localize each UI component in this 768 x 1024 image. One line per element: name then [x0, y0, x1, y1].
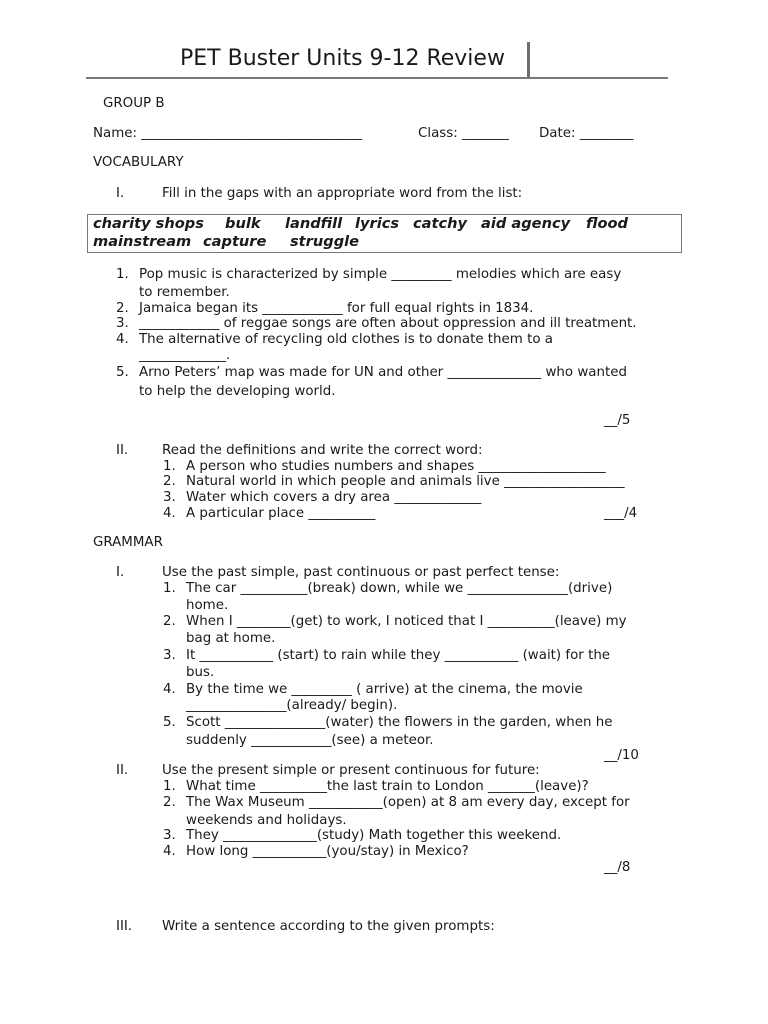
word-item: aid agency: [481, 215, 571, 232]
question-text: The Wax Museum ___________(open) at 8 am every day, except for: [186, 795, 630, 810]
word-item: landfill: [285, 215, 343, 232]
question-text: home.: [186, 598, 229, 613]
item-number: 3.: [163, 648, 176, 663]
word-item: charity shops: [93, 215, 204, 232]
part-instruction: Use the present simple or present continuous for future:: [162, 763, 540, 778]
question-text: When I ________(get) to work, I noticed that I __________(leave) my: [186, 614, 627, 629]
item-number: 1.: [163, 779, 176, 794]
question-text: suddenly ____________(see) a meteor.: [186, 733, 434, 748]
question-text: bag at home.: [186, 631, 276, 646]
part-instruction: Read the definitions and write the correct word:: [162, 443, 483, 458]
question-text: How long ___________(you/stay) in Mexico?: [186, 844, 469, 859]
name-field[interactable]: Name: _________________________________: [93, 126, 363, 141]
item-number: 4.: [163, 682, 176, 697]
part-numeral: II.: [116, 443, 129, 458]
part-numeral: II.: [116, 763, 129, 778]
word-list-box: [87, 214, 682, 253]
question-text: to help the developing world.: [139, 384, 336, 399]
question-text: _______________(already/ begin).: [186, 698, 398, 713]
item-number: 2.: [163, 474, 176, 489]
item-number: 4.: [163, 844, 176, 859]
question-text: By the time we _________ ( arrive) at the cinema, the movie: [186, 682, 583, 697]
item-number: 2.: [116, 301, 129, 316]
part-instruction: Write a sentence according to the given prompts:: [162, 919, 495, 934]
item-number: 1.: [163, 581, 176, 596]
item-number: 3.: [116, 316, 129, 331]
score-field: __/5: [604, 413, 631, 428]
definition-text: A person who studies numbers and shapes ___________________: [186, 459, 606, 474]
question-text: _____________.: [139, 348, 231, 363]
definition-text: A particular place __________: [186, 506, 376, 521]
word-item: lyrics: [355, 215, 400, 232]
part-numeral: I.: [116, 565, 125, 580]
question-text: They ______________(study) Math together this weekend.: [186, 828, 562, 843]
word-item: mainstream: [93, 233, 192, 250]
question-text: What time __________the last train to London _______(leave)?: [186, 779, 589, 794]
class-field[interactable]: Class: _______: [418, 126, 509, 141]
question-text: Scott _______________(water) the flowers in the garden, when he: [186, 715, 613, 730]
question-text: to remember.: [139, 285, 230, 300]
section-heading-vocabulary: VOCABULARY: [93, 155, 184, 170]
definition-text: Water which covers a dry area _____________: [186, 490, 482, 505]
question-text: bus.: [186, 665, 215, 680]
page-title: PET Buster Units 9-12 Review: [180, 46, 505, 71]
score-field: __/10: [604, 748, 639, 763]
question-text: ____________ of reggae songs are often about oppression and ill treatment.: [139, 316, 637, 331]
item-number: 4.: [163, 506, 176, 521]
date-field[interactable]: Date: ________: [539, 126, 634, 141]
part-instruction: Fill in the gaps with an appropriate word from the list:: [162, 186, 523, 201]
group-label: GROUP B: [103, 96, 165, 111]
section-heading-grammar: GRAMMAR: [93, 535, 163, 550]
item-number: 1.: [116, 267, 129, 282]
part-numeral: I.: [116, 186, 125, 201]
definition-text: Natural world in which people and animals live __________________: [186, 474, 625, 489]
question-text: weekends and holidays.: [186, 813, 347, 828]
item-number: 4.: [116, 332, 129, 347]
question-text: The car __________(break) down, while we _______________(drive): [186, 581, 613, 596]
item-number: 5.: [116, 365, 129, 380]
word-item: flood: [586, 215, 628, 232]
word-item: catchy: [413, 215, 468, 232]
word-item: capture: [203, 233, 267, 250]
title-bar-divider: [527, 42, 530, 78]
score-field: ___/4: [604, 506, 638, 521]
item-number: 5.: [163, 715, 176, 730]
word-item: struggle: [290, 233, 360, 250]
question-text: Pop music is characterized by simple _________ melodies which are easy: [139, 267, 622, 282]
item-number: 3.: [163, 490, 176, 505]
item-number: 2.: [163, 614, 176, 629]
item-number: 2.: [163, 795, 176, 810]
part-numeral: III.: [116, 919, 133, 934]
title-underline: [86, 77, 668, 79]
item-number: 3.: [163, 828, 176, 843]
part-instruction: Use the past simple, past continuous or past perfect tense:: [162, 565, 560, 580]
question-text: Arno Peters’ map was made for UN and other ______________ who wanted: [139, 365, 627, 380]
word-item: bulk: [225, 215, 261, 232]
question-text: The alternative of recycling old clothes is to donate them to a: [139, 332, 553, 347]
question-text: Jamaica began its ____________ for full equal rights in 1834.: [139, 301, 534, 316]
question-text: It ___________ (start) to rain while they ___________ (wait) for the: [186, 648, 611, 663]
item-number: 1.: [163, 459, 176, 474]
score-field: __/8: [604, 860, 631, 875]
